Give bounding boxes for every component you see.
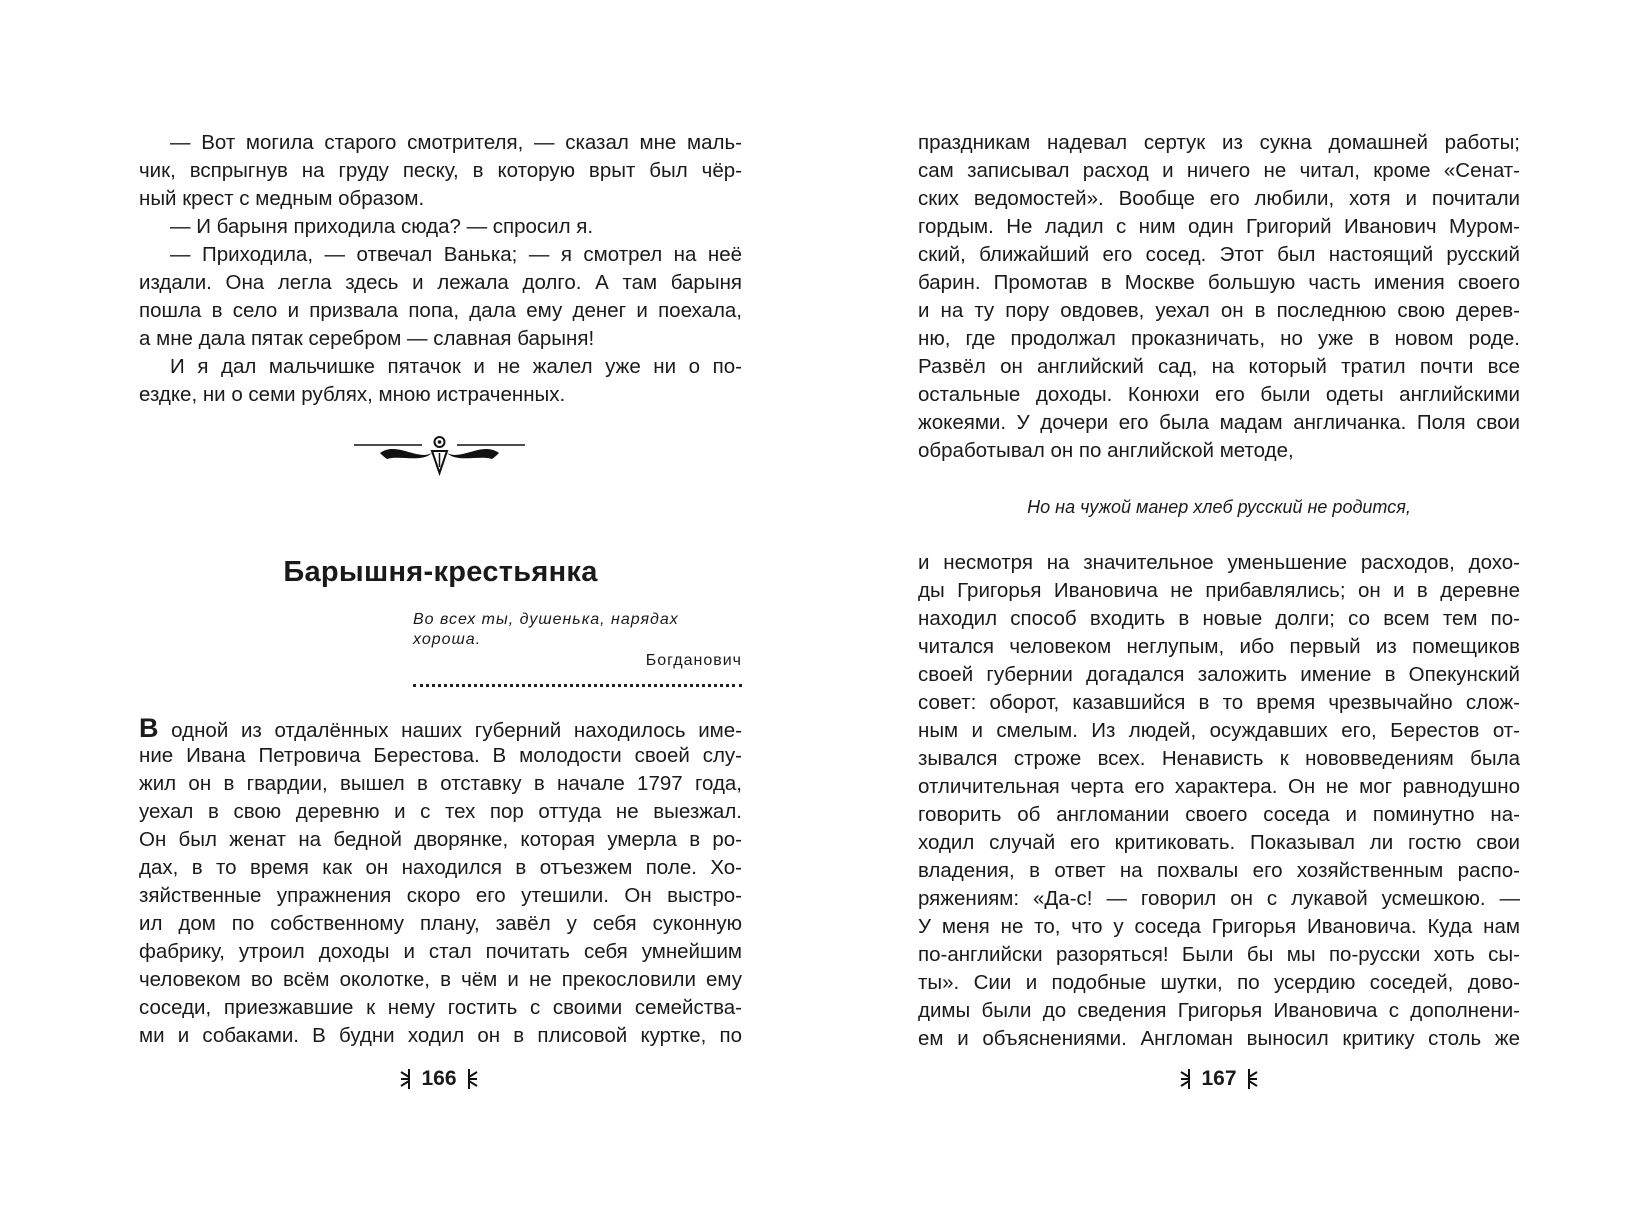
text-line: — Приходила, — отвечал Ванька; — я смотрел на неё [170, 243, 742, 266]
text-line: ню, где продолжал проказничать, но уже в новом роде. [918, 327, 1520, 350]
text-line: ходил случай его критиковать. Показывал ли гостю свои [918, 831, 1520, 854]
text-line: зяйственные упражнения скоро его утешили. Он выстро- [139, 884, 742, 907]
text-line: и несмотря на значительное уменьшение расходов, дохо- [918, 551, 1520, 574]
text-line: чик, вспрыгнув на груду песку, в которую врыт был чёр- [139, 159, 742, 182]
epigraph-line: Во всех ты, душенька, нарядах [413, 611, 679, 628]
text-line: В одной из отдалённых наших губерний находилось име- [139, 713, 742, 743]
text-line: издали. Она легла здесь и лежала долго. А там барыня [139, 271, 742, 294]
page-number-text: 166 [421, 1067, 457, 1090]
text-line: Он был женат на бедной дворянке, которая умерла в ро- [139, 828, 742, 851]
page-number [379, 1065, 499, 1093]
text-line: ным и смелым. Из людей, осуждавших его, Берестов от- [918, 719, 1520, 742]
text-line: Развёл он английский сад, на который тратил почти все [918, 355, 1520, 378]
text-line: ездке, ни о семи рублях, мною истраченных. [139, 383, 566, 406]
epigraph-line: хороша. [413, 631, 482, 648]
text-line: ряжениям: «Да-с! — говорил он с лукавой усмешкою. — [918, 887, 1520, 910]
text-line: зывался строже всех. Ненависть к нововведениям была [918, 747, 1520, 770]
text-line: жил он в гвардии, вышел в отставку в начале 1797 года, [139, 772, 742, 795]
text-line: дах, в то время как он находился в отъезжем поле. Хо- [139, 856, 742, 879]
text-line: ды Григорья Ивановича не прибавлялись; он и в деревне [918, 579, 1520, 602]
text-line: жокеями. У дочери его была мадам англичанка. Поля свои [918, 411, 1520, 434]
drop-cap: В [139, 713, 159, 743]
text-line: ский, ближайший его сосед. Этот был настоящий русский [918, 243, 1520, 266]
text-line: а мне дала пятак серебром — славная барыня! [139, 327, 595, 350]
text-line: И я дал мальчишке пятачок и не жалел уже ни о по- [170, 355, 742, 378]
text-line: барин. Промотав в Москве большую часть имения своего [918, 271, 1520, 294]
text-line: человеком во всём околотке, в чём и не прекословили ему [139, 968, 742, 991]
text-line: совет: оборот, казавшийся в то время чрезвычайно слож- [918, 691, 1520, 714]
page-number-text: 167 [1201, 1067, 1237, 1090]
page-number [1159, 1065, 1279, 1093]
verse-quote: Но на чужой манер хлеб русский не родится, [1027, 497, 1411, 517]
text-line: ты». Сии и подобные шутки, по усердию соседей, дово- [918, 971, 1520, 994]
ornament-divider-icon [352, 433, 527, 478]
text-line: владения, в ответ на похвалы его хозяйственным распо- [918, 859, 1520, 882]
text-line: ми и собаками. В будни ходил он в плисовой куртке, по [139, 1024, 742, 1047]
text-line: говорить об англомании своего соседа и поминутно на- [918, 803, 1520, 826]
epigraph-author: Богданович [645, 652, 742, 669]
chapter-title: Барышня-крестьянка [283, 556, 598, 588]
text-line: ние Ивана Петровича Берестова. В молодости своей слу- [139, 744, 742, 767]
text-line: ских ведомостей». Вообще его любили, хотя и почитали [918, 187, 1520, 210]
text-line: отличительная черта его характера. Он не мог равнодушно [918, 775, 1520, 798]
text-line: фабрику, утроил доходы и стал почитать себя умнейшим [139, 940, 742, 963]
text-line: ный крест с медным образом. [139, 187, 425, 210]
text-line: ем и объяснениями. Англоман выносил критику столь же [918, 1027, 1520, 1050]
dotted-divider [413, 684, 742, 687]
text-line: ил дом по собственному плану, завёл у себя суконную [139, 912, 742, 935]
text-line: праздникам надевал сертук из сукна домашней работы; [918, 131, 1520, 154]
text-line: У меня не то, что у соседа Григорья Ивановича. Куда нам [918, 915, 1520, 938]
page-number-left-ornament-icon [399, 1068, 415, 1090]
text-line: остальные доходы. Конюхи его были одеты английскими [918, 383, 1520, 406]
page-number-right-ornament-icon [463, 1068, 479, 1090]
text-line: своей губернии догадался заложить имение в Опекунский [918, 663, 1520, 686]
text-line: пошла в село и призвала попа, дала ему денег и поехала, [139, 299, 742, 322]
text-line: — Вот могила старого смотрителя, — сказал мне маль- [170, 131, 742, 154]
right-page [825, 0, 1650, 1211]
page-number-left-ornament-icon [1179, 1068, 1195, 1090]
text-line: гордым. Не ладил с ним один Григорий Иванович Муром- [918, 215, 1520, 238]
page-number-right-ornament-icon [1243, 1068, 1259, 1090]
text-line: соседи, приезжавшие к нему гостить с своими семейства- [139, 996, 742, 1019]
text-line: димы были до сведения Григорья Ивановича с дополнени- [918, 999, 1520, 1022]
text-line: обработывал он по английской методе, [918, 439, 1294, 462]
text-line: читался человеком неглупым, ибо первый из помещиков [918, 635, 1520, 658]
text-line: по-английски разоряться! Были бы мы по-русски хоть сы- [918, 943, 1520, 966]
text-line: уехал в свою деревню и с тех пор оттуда не выезжал. [139, 800, 742, 823]
text-line: находил способ входить в новые долги; со всем тем по- [918, 607, 1520, 630]
text-line: и на ту пору овдовев, уехал он в последнюю свою дерев- [918, 299, 1520, 322]
text-line: сам записывал расход и ничего не читал, кроме «Сенат- [918, 159, 1520, 182]
text-line: — И барыня приходила сюда? — спросил я. [170, 215, 594, 238]
